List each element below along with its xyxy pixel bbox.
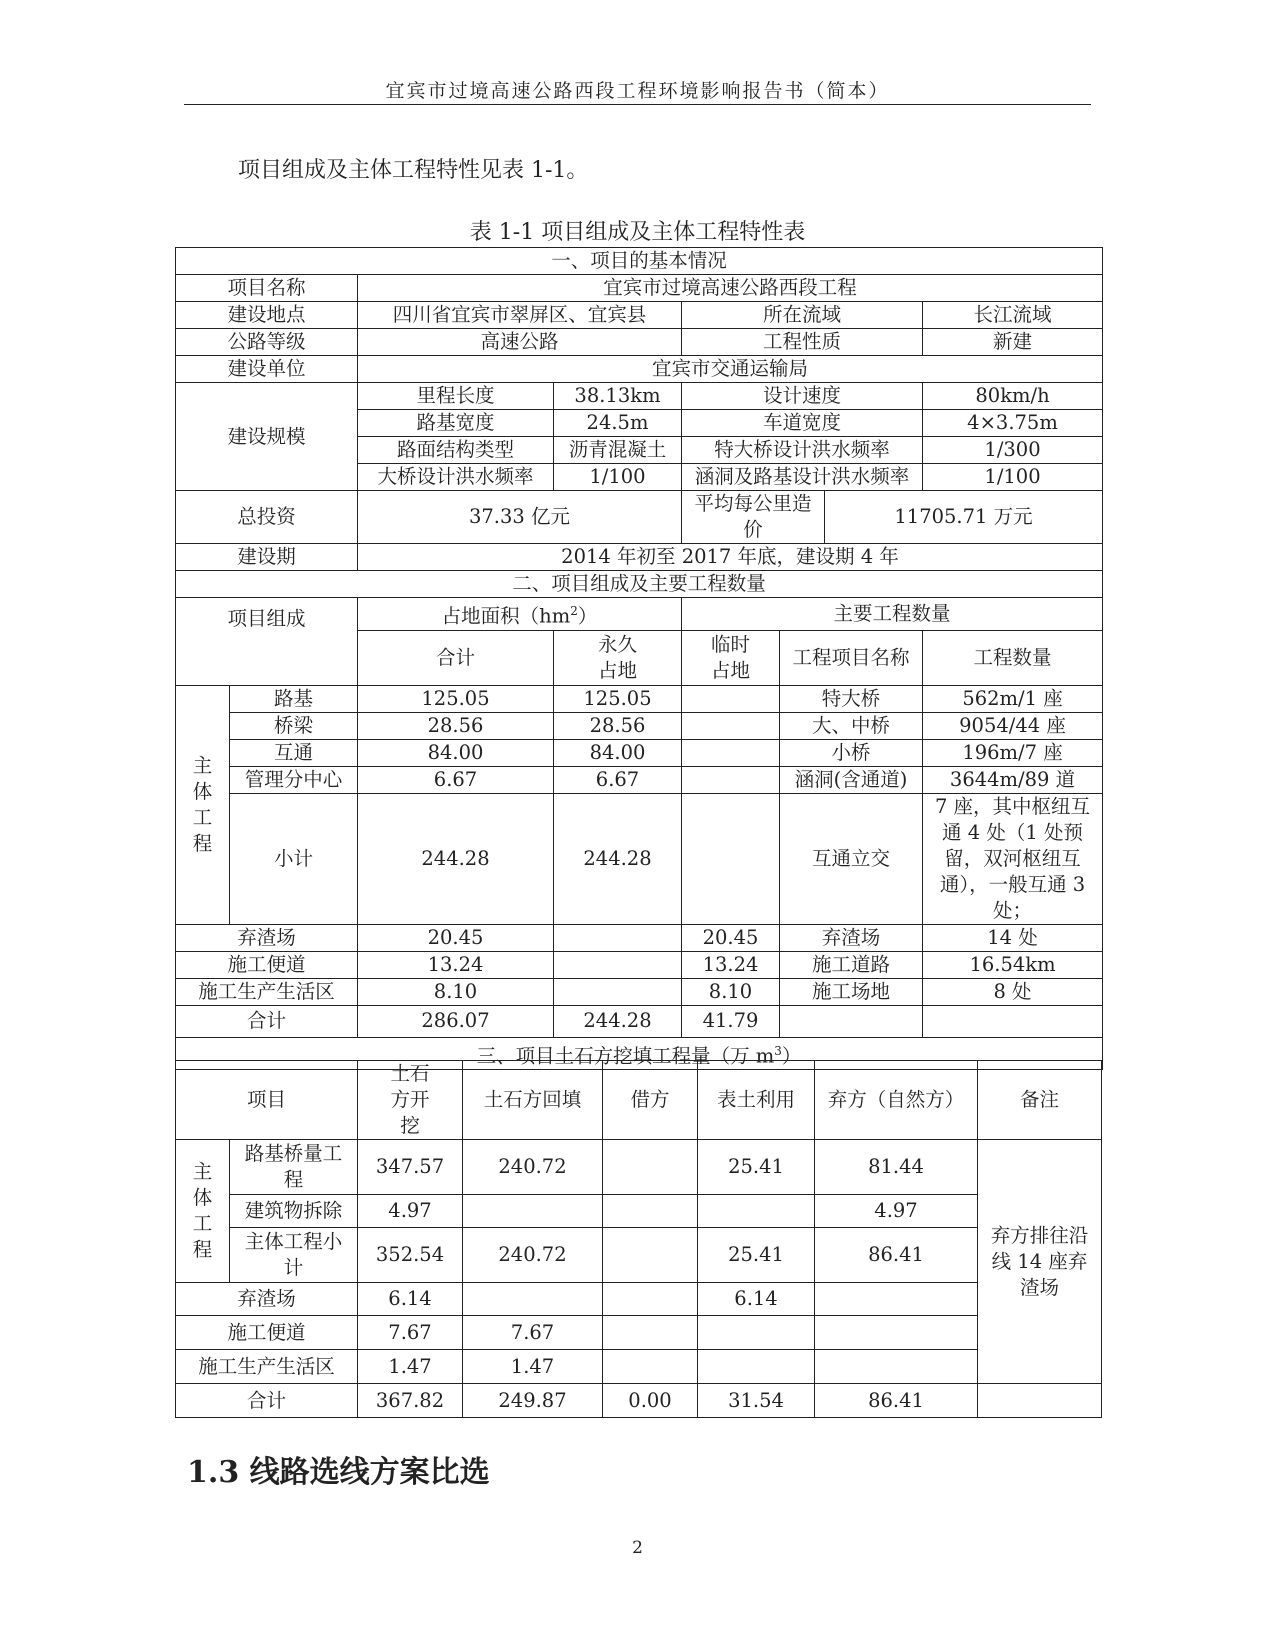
table-cell: 25.41 xyxy=(698,1140,815,1195)
table-row xyxy=(176,383,1103,410)
table-caption: 表 1-1 项目组成及主体工程特性表 xyxy=(469,220,806,245)
table-row xyxy=(176,793,1103,924)
table-cell: 7.67 xyxy=(463,1316,603,1350)
table-cell xyxy=(603,1195,698,1228)
table-cell: 244.28 xyxy=(358,793,554,924)
table-cell: 1.47 xyxy=(463,1350,603,1384)
table-row xyxy=(176,685,1103,712)
table-cell: 1.47 xyxy=(358,1350,463,1384)
table-cell: 24.5m xyxy=(554,410,682,437)
earthwork-table xyxy=(175,1060,1102,1418)
table-cell: 11705.71 万元 xyxy=(825,491,1103,544)
table-cell xyxy=(682,793,780,924)
table-cell xyxy=(554,924,682,951)
section-heading: 1.3 线路选线方案比选 xyxy=(187,1455,490,1490)
intro-paragraph: 项目组成及主体工程特性见表 1-1。 xyxy=(238,158,589,183)
table-cell: 施工便道 xyxy=(176,1316,358,1350)
table-cell xyxy=(603,1350,698,1384)
table-cell: 工程项目名称 xyxy=(780,630,923,685)
table-cell: 244.28 xyxy=(554,793,682,924)
table-cell: 主体工程 xyxy=(176,685,230,924)
section-title: 二、项目组成及主要工程数量 xyxy=(176,571,1103,598)
table-cell xyxy=(815,1350,978,1384)
table-cell xyxy=(554,951,682,978)
table-cell xyxy=(698,1316,815,1350)
table-cell: 347.57 xyxy=(358,1140,463,1195)
table-cell: 244.28 xyxy=(554,1005,682,1037)
table-cell: 工程性质 xyxy=(682,329,923,356)
table-row xyxy=(176,1061,1102,1140)
table-row xyxy=(176,924,1103,951)
table-cell: 施工生产生活区 xyxy=(176,1350,358,1384)
table-cell: 沥青混凝土 xyxy=(554,437,682,464)
earthwork-title-sup: 3 xyxy=(774,1043,782,1058)
table-cell xyxy=(780,1005,923,1037)
page-header: 宜宾市过境高速公路西段工程环境影响报告书（简本） xyxy=(385,80,890,102)
table-row xyxy=(176,766,1103,793)
table-cell xyxy=(682,739,780,766)
table-cell: 大桥设计洪水频率 xyxy=(358,464,554,491)
table-cell: 4×3.75m xyxy=(923,410,1103,437)
table-cell: 施工道路 xyxy=(780,951,923,978)
table-row xyxy=(176,356,1103,383)
table-cell xyxy=(923,1005,1103,1037)
table-cell: 562m/1 座 xyxy=(923,685,1103,712)
table-cell: 8.10 xyxy=(358,978,554,1005)
table-cell: 管理分中心 xyxy=(230,766,358,793)
table-cell: 9054/44 座 xyxy=(923,712,1103,739)
table-cell: 弃渣场 xyxy=(780,924,923,951)
table-cell: 土石方回填 xyxy=(463,1061,603,1140)
table-cell: 备注 xyxy=(978,1061,1102,1140)
table-cell: 桥梁 xyxy=(230,712,358,739)
table-cell: 宜宾市交通运输局 xyxy=(358,356,1103,383)
table-cell: 互通立交 xyxy=(780,793,923,924)
table-cell: 施工便道 xyxy=(176,951,358,978)
table-cell xyxy=(815,1316,978,1350)
table-cell xyxy=(463,1195,603,1228)
table-cell: 长江流域 xyxy=(923,302,1103,329)
table-cell: 临时占地 xyxy=(682,630,780,685)
earthwork-title-close: ） xyxy=(781,1044,802,1067)
table-cell xyxy=(603,1140,698,1195)
table-cell: 大、中桥 xyxy=(780,712,923,739)
area-header-close: ） xyxy=(577,604,598,628)
table-cell: 6.14 xyxy=(358,1283,463,1316)
table-cell: 2014 年初至 2017 年底，建设期 4 年 xyxy=(358,544,1103,571)
table-cell: 公路等级 xyxy=(176,329,358,356)
table-cell: 小计 xyxy=(230,793,358,924)
table-cell xyxy=(358,598,682,631)
table-cell: 8.10 xyxy=(682,978,780,1005)
table-cell: 特大桥 xyxy=(780,685,923,712)
table-cell: 涵洞及路基设计洪水频率 xyxy=(682,464,923,491)
table-cell: 涵洞(含通道) xyxy=(780,766,923,793)
table-cell: 86.41 xyxy=(815,1384,978,1418)
table-cell xyxy=(554,978,682,1005)
table-cell: 新建 xyxy=(923,329,1103,356)
table-cell xyxy=(682,766,780,793)
table-row xyxy=(176,491,1103,544)
table-cell: 81.44 xyxy=(815,1140,978,1195)
table-cell: 28.56 xyxy=(554,712,682,739)
table-cell: 特大桥设计洪水频率 xyxy=(682,437,923,464)
table-row xyxy=(176,302,1103,329)
table-cell: 8 处 xyxy=(923,978,1103,1005)
table-cell: 7.67 xyxy=(358,1316,463,1350)
table-cell: 6.67 xyxy=(554,766,682,793)
table-cell: 240.72 xyxy=(463,1228,603,1283)
table-cell: 13.24 xyxy=(682,951,780,978)
table-row xyxy=(176,1228,1102,1283)
table-cell: 主体工程 xyxy=(176,1140,230,1283)
table-cell: 352.54 xyxy=(358,1228,463,1283)
table-cell: 建设地点 xyxy=(176,302,358,329)
table-row xyxy=(176,978,1103,1005)
table-cell: 28.56 xyxy=(358,712,554,739)
table-row xyxy=(176,1195,1102,1228)
table-cell: 主体工程小计 xyxy=(230,1228,358,1283)
table-cell: 设计速度 xyxy=(682,383,923,410)
table-cell: 286.07 xyxy=(358,1005,554,1037)
table-cell xyxy=(682,712,780,739)
table-row xyxy=(176,248,1103,275)
table-cell: 196m/7 座 xyxy=(923,739,1103,766)
table-cell: 小桥 xyxy=(780,739,923,766)
table-cell: 施工场地 xyxy=(780,978,923,1005)
table-cell: 借方 xyxy=(603,1061,698,1140)
table-cell: 弃渣场 xyxy=(176,1283,358,1316)
table-row xyxy=(176,1283,1102,1316)
table-cell: 84.00 xyxy=(358,739,554,766)
table-cell: 永久占地 xyxy=(554,630,682,685)
table-cell xyxy=(603,1228,698,1283)
table-cell: 84.00 xyxy=(554,739,682,766)
table-cell: 3644m/89 道 xyxy=(923,766,1103,793)
table-cell: 土石方开挖 xyxy=(358,1061,463,1140)
table-cell: 建设单位 xyxy=(176,356,358,383)
table-cell: 240.72 xyxy=(463,1140,603,1195)
table-cell: 建设期 xyxy=(176,544,358,571)
table-cell: 13.24 xyxy=(358,951,554,978)
earthwork-title-text: 三、项目土石方挖填工程量（万 m xyxy=(476,1044,775,1067)
section-title: 一、项目的基本情况 xyxy=(176,248,1103,275)
table-cell: 125.05 xyxy=(554,685,682,712)
table-cell: 里程长度 xyxy=(358,383,554,410)
table-cell: 弃方（自然方） xyxy=(815,1061,978,1140)
table-cell: 建设规模 xyxy=(176,383,358,491)
table-cell: 工程数量 xyxy=(923,630,1103,685)
table-cell: 31.54 xyxy=(698,1384,815,1418)
table-cell: 合计 xyxy=(358,630,554,685)
table-cell: 项目组成 xyxy=(176,598,358,686)
table-cell: 项目 xyxy=(176,1061,358,1140)
table-cell: 路基 xyxy=(230,685,358,712)
table-cell: 建筑物拆除 xyxy=(230,1195,358,1228)
table-cell: 7 座，其中枢纽互通 4 处（1 处预留，双河枢纽互通），一般互通 3 处； xyxy=(923,793,1103,924)
table-cell: 25.41 xyxy=(698,1228,815,1283)
table-cell: 80km/h xyxy=(923,383,1103,410)
table-cell xyxy=(603,1316,698,1350)
table-row xyxy=(176,1316,1102,1350)
table-row xyxy=(176,1350,1102,1384)
table-cell: 125.05 xyxy=(358,685,554,712)
table-cell xyxy=(978,1384,1102,1418)
table-cell: 4.97 xyxy=(358,1195,463,1228)
table-cell: 合计 xyxy=(176,1384,358,1418)
table-cell: 路基宽度 xyxy=(358,410,554,437)
table-row xyxy=(176,329,1103,356)
table-cell: 总投资 xyxy=(176,491,358,544)
table-cell: 平均每公里造价 xyxy=(682,491,825,544)
project-table xyxy=(175,247,1103,1070)
table-cell: 249.87 xyxy=(463,1384,603,1418)
table-row xyxy=(176,598,1103,631)
table-cell: 0.00 xyxy=(603,1384,698,1418)
table-row xyxy=(176,571,1103,598)
table-row xyxy=(176,951,1103,978)
table-cell: 86.41 xyxy=(815,1228,978,1283)
table-row xyxy=(176,544,1103,571)
table-cell: 6.14 xyxy=(698,1283,815,1316)
table-cell: 20.45 xyxy=(682,924,780,951)
header-rule xyxy=(184,104,1091,105)
table-cell: 367.82 xyxy=(358,1384,463,1418)
table-cell: 1/100 xyxy=(923,464,1103,491)
table-row xyxy=(176,275,1103,302)
table-row xyxy=(176,739,1103,766)
table-row xyxy=(176,1140,1102,1195)
table-cell: 1/300 xyxy=(923,437,1103,464)
table-cell: 车道宽度 xyxy=(682,410,923,437)
table-cell: 20.45 xyxy=(358,924,554,951)
table-row xyxy=(176,712,1103,739)
table-cell xyxy=(603,1283,698,1316)
table-cell: 弃方排往沿线 14 座弃渣场 xyxy=(978,1140,1102,1384)
table-cell xyxy=(698,1350,815,1384)
table-cell: 表土利用 xyxy=(698,1061,815,1140)
table-cell: 41.79 xyxy=(682,1005,780,1037)
table-cell: 互通 xyxy=(230,739,358,766)
table-cell: 主要工程数量 xyxy=(682,598,1103,631)
page-number: 2 xyxy=(632,1538,643,1558)
table-cell: 高速公路 xyxy=(358,329,682,356)
table-cell: 四川省宜宾市翠屏区、宜宾县 xyxy=(358,302,682,329)
table-cell xyxy=(682,685,780,712)
table-row xyxy=(176,1384,1102,1418)
table-cell xyxy=(463,1283,603,1316)
table-cell: 所在流域 xyxy=(682,302,923,329)
table-cell: 路面结构类型 xyxy=(358,437,554,464)
table-cell: 14 处 xyxy=(923,924,1103,951)
table-cell: 项目名称 xyxy=(176,275,358,302)
table-cell: 37.33 亿元 xyxy=(358,491,682,544)
table-cell xyxy=(698,1195,815,1228)
table-cell: 宜宾市过境高速公路西段工程 xyxy=(358,275,1103,302)
table-cell: 4.97 xyxy=(815,1195,978,1228)
table-row xyxy=(176,1005,1103,1037)
table-cell: 6.67 xyxy=(358,766,554,793)
table-cell: 合计 xyxy=(176,1005,358,1037)
table-cell: 路基桥量工程 xyxy=(230,1140,358,1195)
area-header-sup: 2 xyxy=(570,604,578,618)
table-cell: 弃渣场 xyxy=(176,924,358,951)
area-header-text: 占地面积（hm xyxy=(441,604,571,628)
table-cell: 1/100 xyxy=(554,464,682,491)
table-cell xyxy=(815,1283,978,1316)
table-cell: 38.13km xyxy=(554,383,682,410)
table-cell: 施工生产生活区 xyxy=(176,978,358,1005)
table-cell: 16.54km xyxy=(923,951,1103,978)
